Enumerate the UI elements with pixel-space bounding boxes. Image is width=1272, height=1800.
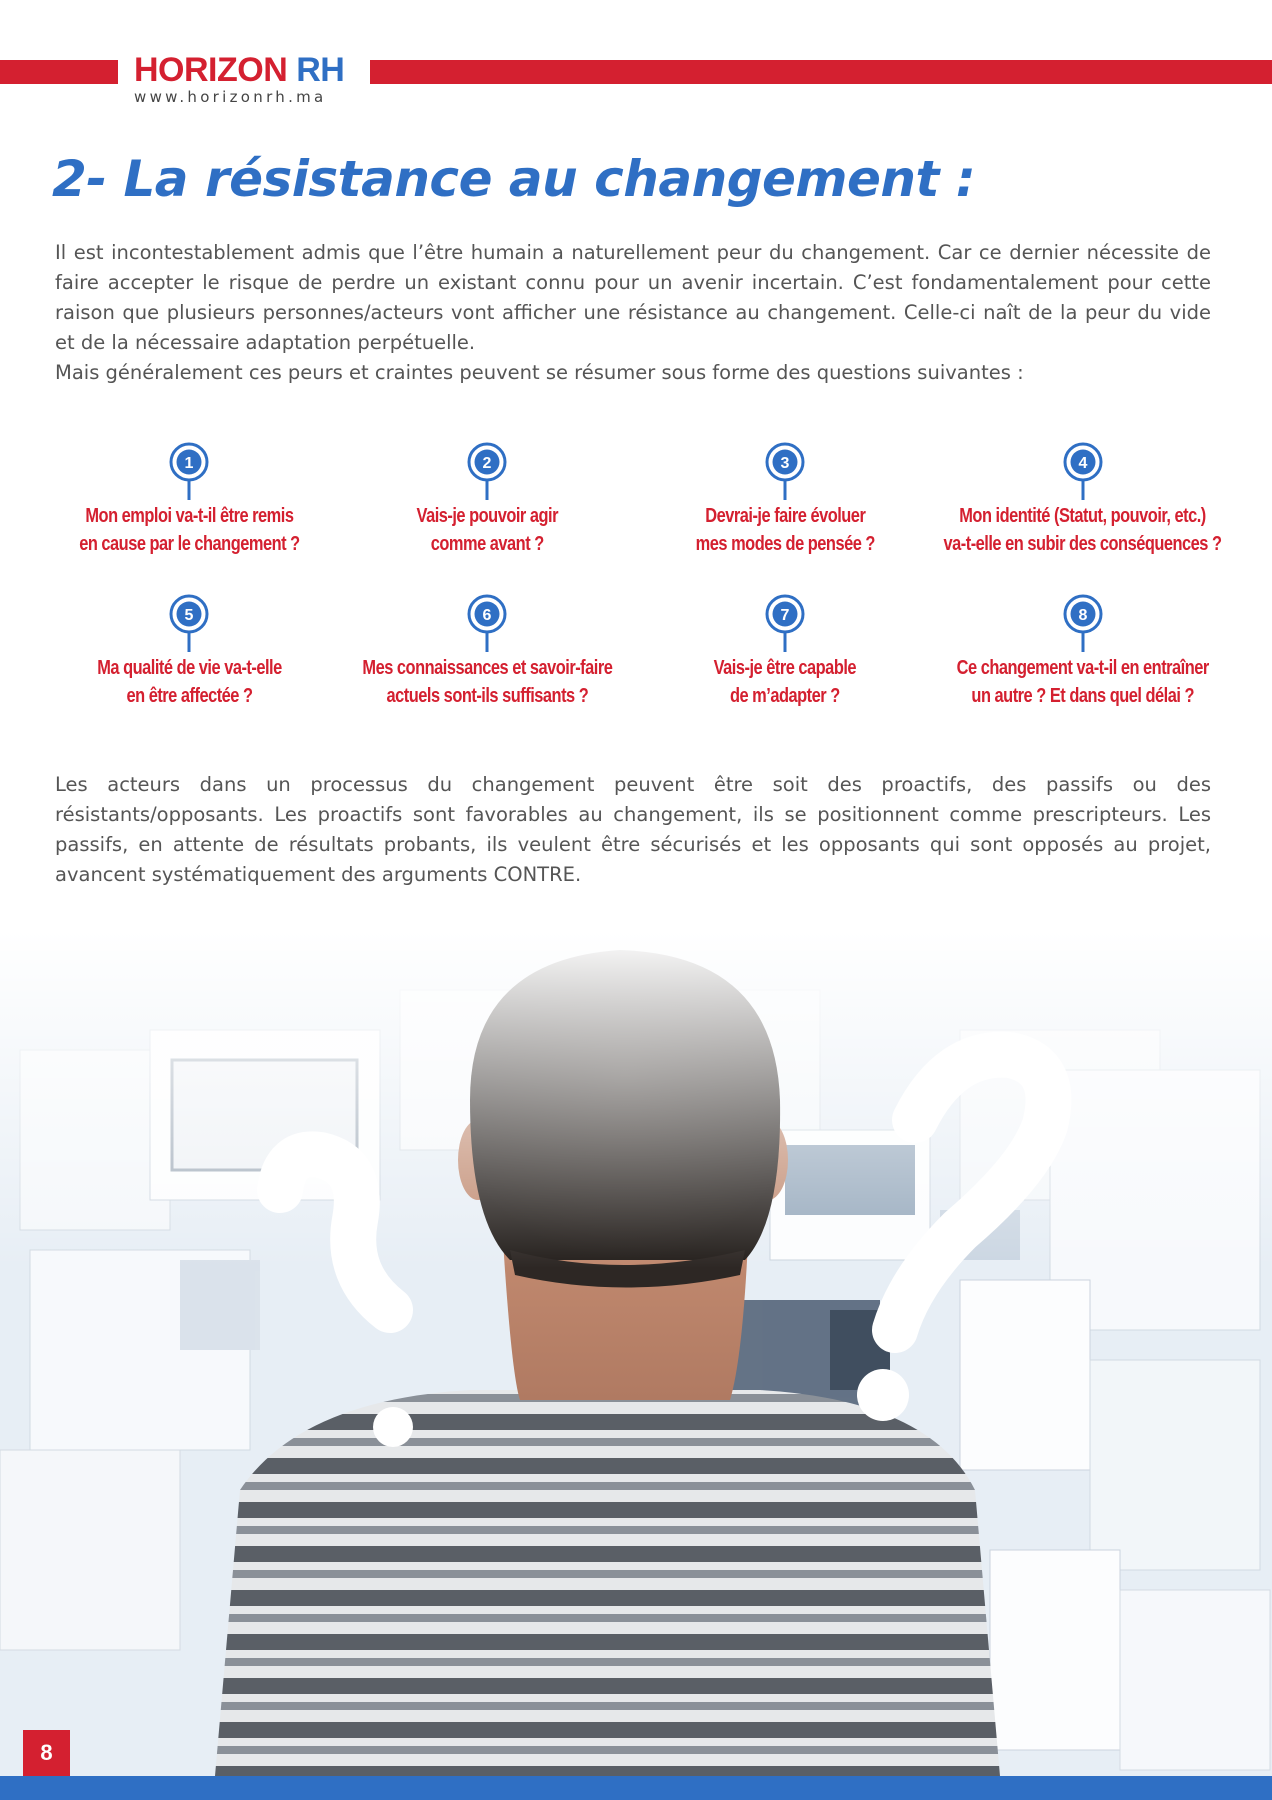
question-line-2: un autre ? Et dans quel délai ? [971, 685, 1195, 707]
question-item [40, 592, 338, 744]
map-pin-icon [1063, 592, 1103, 652]
question-line-2: en être affectée ? [125, 685, 253, 707]
section-heading: 2- La résistance au changement : [52, 150, 976, 208]
brand-url: www.horizonrh.ma [134, 88, 327, 106]
question-line-1: Vais-je pouvoir agir [416, 505, 558, 527]
map-pin-icon [169, 440, 209, 500]
question-number: 5 [184, 607, 194, 624]
question-number: 8 [1078, 607, 1088, 624]
brand-name-horizon: HORIZON [134, 51, 288, 89]
question-number: 3 [780, 455, 790, 472]
page-number: 8 [23, 1730, 70, 1776]
map-pin-icon [765, 592, 805, 652]
question-line-1: Ce changement va-t-il en entraîner [956, 657, 1210, 679]
brand-name-rh: RH [296, 51, 345, 89]
photo-man-facing-board [0, 930, 1272, 1776]
question-text [714, 654, 856, 710]
question-item [338, 592, 636, 744]
closing-paragraph: Les acteurs dans un processus du changement peuvent être soit des proactifs, des passifs ou des résistants/opposants. Les proactifs sont favorables au changement, ils se positionnent comme prescripteurs. Les passifs, en attente de résultats probants, ils veulent être sécurisés et les opposants qui sont opposés au projet, avancent systématiquement des arguments CONTRE. [55, 773, 1211, 886]
question-line-1: Mes connaissances et savoir-faire [362, 657, 612, 679]
question-item [40, 440, 338, 592]
map-pin-icon [169, 592, 209, 652]
question-line-1: Devrai-je faire évoluer [704, 505, 866, 527]
question-number: 7 [780, 607, 790, 624]
brand-logo [134, 52, 360, 106]
question-line-2: en cause par le changement ? [78, 533, 300, 555]
question-line-2: comme avant ? [430, 533, 544, 555]
question-number: 6 [482, 607, 492, 624]
question-item [636, 592, 934, 744]
question-text [416, 502, 557, 558]
map-pin-icon [467, 440, 507, 500]
map-pin-icon [765, 440, 805, 500]
map-pin-icon [1063, 440, 1103, 500]
question-line-2: actuels sont-ils suffisants ? [386, 685, 588, 707]
questions-grid [40, 440, 1232, 744]
intro-text: Il est incontestablement admis que l’être humain a naturellement peur du changement. Car ce dernier nécessite de faire accepter le risque de perdre un existant connu pour un avenir incertain. C’est fondamentalement pour cette raison que plusieurs personnes/acteurs vont afficher une résistance au changement. Celle-ci naît de la peur du vide et de la nécessaire adaptation perpétuelle. [55, 241, 1211, 354]
intro-paragraph [55, 238, 1211, 388]
question-text [957, 654, 1209, 710]
question-line-1: Mon identité (Statut, pouvoir, etc.) [959, 505, 1207, 527]
question-item [636, 440, 934, 592]
header-bar-right [370, 60, 1272, 84]
question-number: 2 [482, 455, 492, 472]
question-item [934, 440, 1232, 592]
question-text [944, 502, 1222, 558]
question-number: 4 [1078, 455, 1088, 472]
question-text [695, 502, 874, 558]
question-text [79, 502, 299, 558]
question-item [338, 440, 636, 592]
question-number: 1 [184, 455, 194, 472]
question-text [97, 654, 282, 710]
question-line-1: Vais-je être capable [713, 657, 857, 679]
footer-bar [0, 1776, 1272, 1800]
question-line-2: mes modes de pensée ? [695, 533, 875, 555]
question-line-1: Ma qualité de vie va-t-elle [96, 657, 282, 679]
question-text [362, 654, 612, 710]
question-item [934, 592, 1232, 744]
header-bar-left [0, 60, 118, 84]
question-line-1: Mon emploi va-t-il être remis [84, 505, 294, 527]
brand-name [134, 52, 360, 88]
map-pin-icon [467, 592, 507, 652]
question-line-2: va-t-elle en subir des conséquences ? [943, 533, 1223, 555]
intro-lead-in: Mais généralement ces peurs et craintes peuvent se résumer sous forme des questions suivantes : [55, 361, 1024, 384]
question-line-2: de m’adapter ? [730, 685, 840, 707]
